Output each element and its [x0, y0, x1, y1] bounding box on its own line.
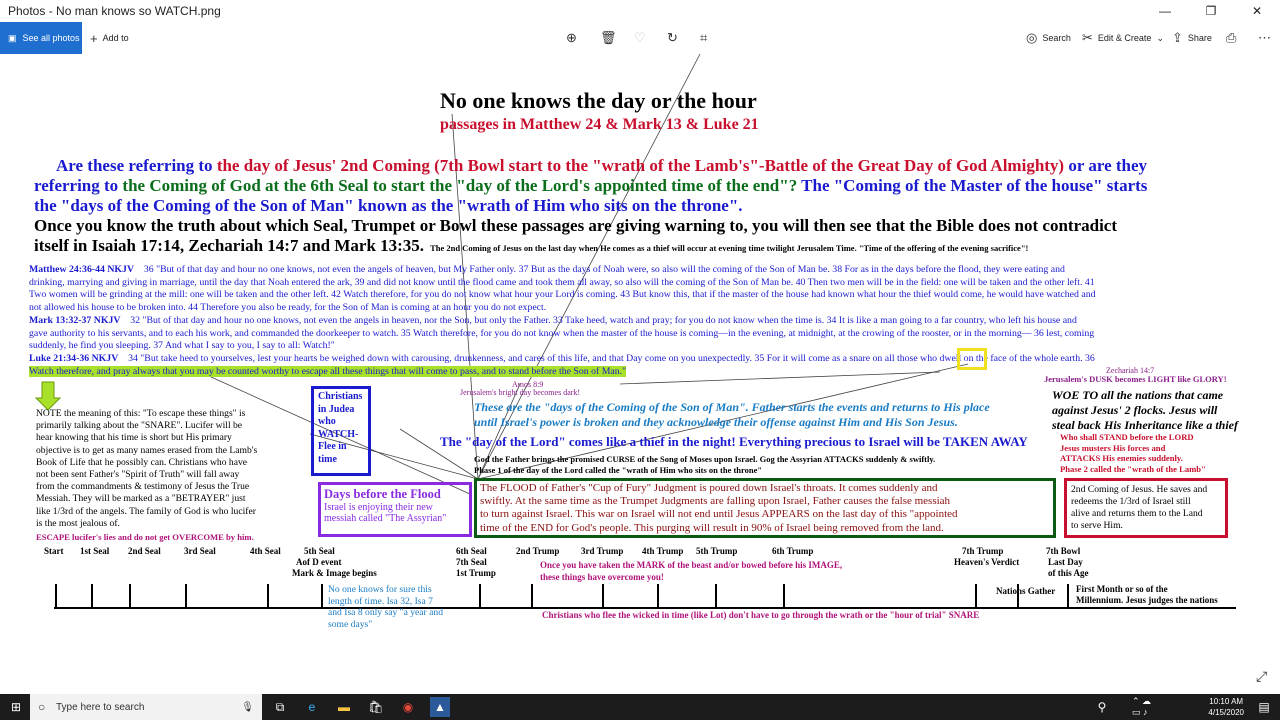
delete-icon[interactable]: 🗑	[600, 30, 617, 45]
tl-seal-4: 4th Seal	[250, 546, 281, 556]
matthew-passage: Matthew 24:36-44 NKJV 36 "But of that day and hour no one knows, not even the angels of heaven, but My Father only. 37 But as the days of Noah were, so also will the coming of the Son of Man be. 38 For as in the days before the flood, they were eating and drinking, marrying and giving in marriage, until the day that Noah entered the ark, 39 and did not know until the flood came and took them all away, so also will the coming of the Son of Man be. 40 Then two men will be in the field: one will be taken and the other left. 41 Two women will be grinding at the mill: one will be taken and the other left. 42 Watch therefore, for you do not know what hour your Lord is coming. 43 But know this, that if the master of the house had known what hour the thief would come, he would have watched and not allowed his house to be broken into. 44 Therefore you also be ready, for the Son of Man is coming at an hour you do not expect. Mark 13:32-37 NKJV 32 "But of that day and hour no one knows, not even the angels in heaven, nor the Son, but only the Father. 33 Take heed, watch and pray; for you do not know when the time is. 34 It is like a man going to a far country, who left his house and gave authority to his servants, and to each his work, and commanded the doorkeeper to watch. 35 Watch therefore, for you do not know when the master of the house is coming—in the evening, at midnight, at the crowing of the rooster, or in the morning— 36 lest, coming suddenly, he find you sleeping. 37 And what I say to you, I say to all: Watch!" Luke 21:34-36 NKJV 34 "But take heed to yourselves, lest your hearts be weighed down with carousing, drunkenness, and cares of this life, and that Day come on you unexpectedly. 35 For it will come as a snare on all those who dwell on the face of the whole earth. 36 Watch therefore, and pray always that you may be counted worthy to escape all these things that will come to pass, and to stand before the Son of Man."	[29, 264, 1096, 377]
more-icon[interactable]: ⋯	[1258, 30, 1271, 45]
tl-trump-7: 7th Trump	[962, 546, 1004, 556]
window-title: Photos - No man knows so WATCH.png	[8, 4, 221, 18]
tl-trump-1: 1st Trump	[456, 568, 496, 578]
tl-mark-image: Mark & Image begins	[292, 568, 377, 578]
amos-ref: Amos 8:9	[512, 380, 544, 389]
tl-nations-gather: Nations Gather	[996, 586, 1056, 596]
edit-create-label: Edit & Create	[1097, 33, 1152, 43]
tl-last-day: Last Day	[1048, 557, 1083, 567]
chevron-down-icon: ⌄	[1156, 32, 1164, 43]
microphone-icon[interactable]: 🎙	[241, 701, 254, 713]
zechariah-note: Jerusalem's DUSK becomes LIGHT like GLORY!	[1044, 374, 1227, 384]
chrome-icon[interactable]: ◉	[402, 700, 414, 714]
second-coming-box: 2nd Coming of Jesus. He saves and redeems the 1/3rd of Israel still alive and returns them to the Land to serve Him.	[1064, 478, 1228, 538]
flee-in-time-note: Christians who flee the wicked in time (like Lot) don't have to go through the wrath or the "hour of trial" SNARE	[542, 610, 980, 620]
mark-of-beast-note: Once you have taken the MARK of the beast and/or bowed before his IMAGE, these things have overcome you!	[540, 560, 843, 582]
clock-date: 4/15/2020	[1208, 708, 1244, 717]
task-view-icon[interactable]: ⧉	[275, 699, 285, 714]
zechariah-ref: Zechariah 14:7	[1106, 366, 1155, 375]
days-before-flood-box: Days before the Flood Israel is enjoying their new messiah called "The Assyrian"	[318, 482, 472, 537]
share-icon: ⇪	[1172, 30, 1183, 45]
clock[interactable]	[1208, 696, 1244, 718]
share-label: Share	[1187, 33, 1212, 43]
search-label: Search	[1042, 33, 1071, 43]
gog-attack-text: God the Father brings the promised CURSE of the Song of Moses upon Israel. Gog the Assyrian ATTACKS suddenly & swiftly.	[474, 454, 936, 464]
escape-note: ESCAPE lucifer's lies and do not get OVERCOME by him.	[36, 532, 254, 542]
page-title: No one knows the day or the hour	[440, 88, 757, 113]
add-to-button[interactable]	[90, 22, 129, 54]
tl-heavens-verdict: Heaven's Verdict	[954, 557, 1020, 567]
close-button[interactable]: ✕	[1251, 4, 1263, 18]
title-bar	[0, 0, 1280, 22]
tray-icons[interactable]: ⌃ ☁ ▭ ♪	[1132, 696, 1152, 717]
edge-icon[interactable]: e	[308, 700, 316, 714]
crop-icon[interactable]: ⌗	[700, 30, 708, 45]
taskbar-search-placeholder: Type here to search	[56, 701, 145, 713]
tl-trump-2: 2nd Trump	[516, 546, 560, 556]
note-paragraph: NOTE the meaning of this: "To escape these things" is primarily talking about the "SNARE". Lucifer will be hear knowing that his time is short but His primary objective is to get as many names erased from the Lamb's Book of Life that he possibly can. Christians who have not been sent Father's "Spirit of Truth" will fall away from the commandments & testimony of Jesus the True Messiah. They will be marked as a "BETRAYER" just like 1/3rd of the angels. The family of God is who lucifer is the most jealous of.	[36, 408, 258, 529]
question-line-2: referring to the Coming of God at the 6th Seal to start the "day of the Lord's appointed time of the end"? The "Coming of the Master of the house" starts	[34, 176, 1148, 195]
clock-time: 10:10 AM	[1209, 697, 1244, 706]
tl-trump-3: 3rd Trump	[581, 546, 624, 556]
see-all-photos-label: See all photos	[22, 33, 80, 43]
zoom-icon[interactable]: ⊕	[566, 30, 577, 45]
tl-start: Start	[44, 546, 64, 556]
thief-in-night-text: The "day of the Lord" comes like a thief in the night! Everything precious to Israel will be TAKEN AWAY	[440, 434, 1028, 449]
tl-trump-5: 5th Trump	[696, 546, 738, 556]
add-to-label: Add to	[102, 33, 129, 43]
people-icon[interactable]: ⚲	[1097, 700, 1107, 714]
edit-create-button[interactable]	[1082, 22, 1164, 54]
christians-judea-box: Christians in Judea who WATCH- Flee in time	[311, 386, 371, 476]
taskbar	[0, 694, 1280, 720]
plus-icon: +	[90, 30, 98, 46]
tl-seal-2: 2nd Seal	[128, 546, 161, 556]
search-circle-icon: ○	[38, 700, 46, 714]
tl-end-of-age: of this Age	[1048, 568, 1089, 578]
question-line-4: Once you know the truth about which Seal, Trumpet or Bowl these passages are giving warning to, you will then see that the Bible does not contradict	[34, 216, 1118, 235]
edit-icon: ✂	[1082, 30, 1093, 45]
cup-of-fury-box: The FLOOD of Father's "Cup of Fury" Judgment is poured down Israel's throats. It comes suddenly and swiftly. At the same time as the Trumpet Judgments are falling upon Israel, Father causes the false messiah to turn against Israel. This war on Israel will not end until Jesus APPEARS on the last day of this "appointed time of the END for God's people. This purging will result in 90% of Israel being removed from the land.	[474, 478, 1056, 538]
notifications-icon[interactable]: ▤	[1258, 700, 1270, 714]
tl-millennium: First Month or so of the Millennium. Jesus judges the nations	[1076, 584, 1218, 605]
file-explorer-icon[interactable]: ▬	[338, 700, 350, 714]
phase-1-text: Phase 1 of the day of the Lord called the "wrath of Him who sits on the throne"	[474, 465, 763, 475]
tl-seal-1: 1st Seal	[80, 546, 110, 556]
share-button[interactable]	[1172, 22, 1212, 54]
photos-icon: ▣	[8, 32, 17, 43]
tl-trump-6: 6th Trump	[772, 546, 814, 556]
search-button[interactable]	[1026, 22, 1071, 54]
woe-nations-text: WOE TO all the nations that came against Jesus' 2 flocks. Jesus will steal back His Inheritance like a thief	[1052, 388, 1238, 432]
tl-trump-4: 4th Trump	[642, 546, 684, 556]
question-line-5: itself in Isaiah 17:14, Zechariah 14:7 and Mark 13:35. The 2nd Coming of Jesus on the last day when He comes as a thief will occur at evening time twilight Jerusalem Time. "Time of the offering of the evening sacrifice"!	[34, 236, 1029, 255]
photos-app-icon[interactable]: ▲	[430, 697, 450, 717]
fullscreen-icon[interactable]: ⤢	[1256, 670, 1268, 685]
windows-start-icon[interactable]: ⊞	[10, 700, 22, 714]
heart-icon[interactable]: ♡	[634, 30, 646, 45]
tl-bowl-7: 7th Bowl	[1046, 546, 1081, 556]
question-line-1: Are these referring to the day of Jesus' 2nd Coming (7th Bowl start to the "wrath of the Lamb's"-Battle of the Great Day of God Almighty) or are they	[56, 156, 1148, 175]
toolbar	[0, 22, 1280, 54]
see-all-photos-button[interactable]	[0, 22, 82, 54]
tl-seal-3: 3rd Seal	[184, 546, 216, 556]
no-one-knows-length: No one knows for sure this length of time. Isa 32, Isa 7 and Isa 8 only say "a year and some days"	[328, 584, 444, 630]
minimize-button[interactable]: —	[1159, 4, 1171, 18]
tl-seal-6: 6th Seal	[456, 546, 487, 556]
tl-seal-7: 7th Seal	[456, 557, 487, 567]
maximize-button[interactable]: ❐	[1205, 4, 1217, 18]
amos-note: Jerusalem's bright day becomes dark!	[460, 388, 581, 397]
print-icon[interactable]: ⎙	[1226, 30, 1237, 45]
store-icon[interactable]: 🛍	[368, 700, 384, 714]
days-of-coming-text: These are the "days of the Coming of the Son of Man". Father starts the events and returns to His place until Israel's power is broken and they acknowledge their offense against Him and His Son Jesus.	[474, 400, 990, 429]
rotate-icon[interactable]: ↻	[667, 30, 678, 45]
taskbar-search-box[interactable]	[30, 694, 262, 720]
tl-seal-5: 5th Seal	[304, 546, 335, 556]
search-icon: ◎	[1026, 30, 1038, 45]
snare-highlight	[957, 348, 987, 370]
question-line-3: the "days of the Coming of the Son of Man" known as the "wrath of Him who sits on the throne".	[34, 196, 743, 215]
tl-aofd-event: Aof D event	[296, 557, 342, 567]
who-shall-stand-text: Who shall STAND before the LORD Jesus musters His forces and ATTACKS His enemies suddenly. Phase 2 called the "wrath of the Lamb"	[1060, 432, 1206, 474]
page-subtitle: passages in Matthew 24 & Mark 13 & Luke 21	[440, 116, 759, 133]
photo-canvas	[0, 54, 1280, 694]
